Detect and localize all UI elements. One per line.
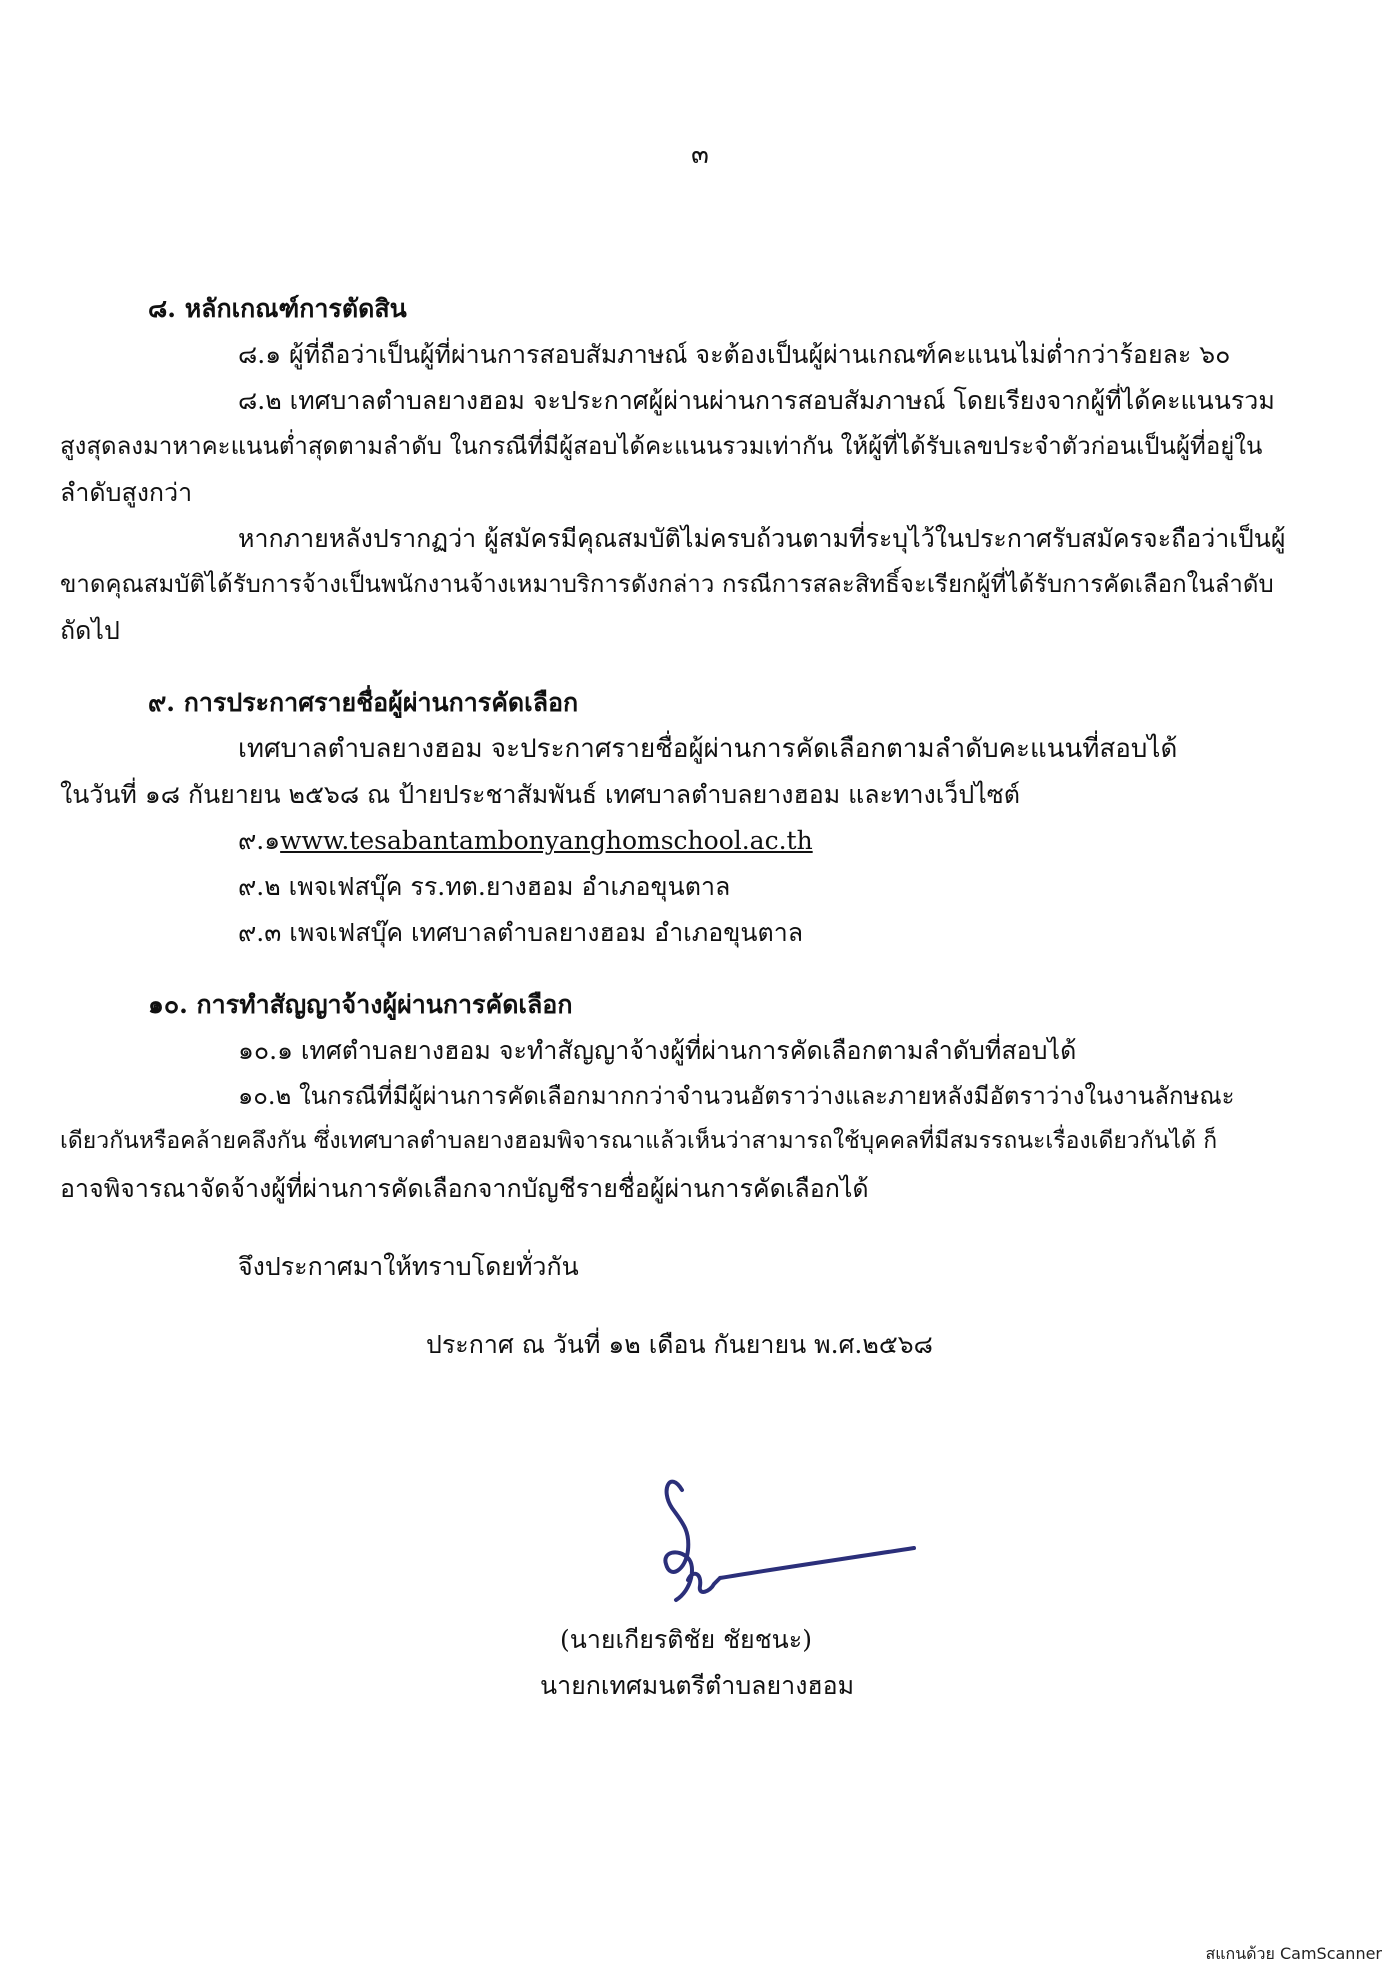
section-8-3-line-2: ขาดคุณสมบัติได้รับการจ้างเป็นพนักงานจ้างเหมาบริการดังกล่าว กรณีการสละสิทธิ์จะเรียกผู้ที่ได้รับการคัดเลือกในลำดับ — [60, 570, 1274, 598]
section-8-2-line-2: สูงสุดลงมาหาคะแนนต่ำสุดตามลำดับ ในกรณีที่มีผู้สอบได้คะแนนรวมเท่ากัน ให้ผู้ที่ได้รับเลขประจำตัวก่อนเป็นผู้ที่อยู่ใน — [60, 432, 1263, 460]
section-10-2-line-1: ๑๐.๒ ในกรณีที่มีผู้ผ่านการคัดเลือกมากกว่าจำนวนอัตราว่างและภายหลังมีอัตราว่างในงานลักษณะ — [238, 1082, 1235, 1110]
section-9-line-1: เทศบาลตำบลยางฮอม จะประกาศรายชื่อผู้ผ่านการคัดเลือกตามลำดับคะแนนที่สอบได้ — [238, 734, 1178, 764]
signature-image — [630, 1460, 930, 1630]
section-10-2-line-2: เดียวกันหรือคล้ายคลึงกัน ซึ่งเทศบาลตำบลยางฮอมพิจารณาแล้วเห็นว่าสามารถใช้บุคคลที่มีสมรรถนะเรื่องเดียวกันได้ ก็ — [60, 1128, 1218, 1154]
section-8-2-line-3: ลำดับสูงกว่า — [60, 478, 193, 507]
section-9-heading: ๙. การประกาศรายชื่อผู้ผ่านการคัดเลือก — [148, 688, 579, 717]
section-8-heading: ๘. หลักเกณฑ์การตัดสิน — [148, 294, 407, 323]
section-10-2-line-3: อาจพิจารณาจัดจ้างผู้ที่ผ่านการคัดเลือกจากบัญชีรายชื่อผู้ผ่านการคัดเลือกได้ — [60, 1174, 869, 1203]
section-9-item-1-number: ๙.๑ — [238, 826, 281, 855]
section-9-item-3: ๙.๓ เพจเฟสบุ๊ค เทศบาลตำบลยางฮอม อำเภอขุนตาล — [238, 918, 804, 947]
section-8-1: ๘.๑ ผู้ที่ถือว่าเป็นผู้ที่ผ่านการสอบสัมภาษณ์ จะต้องเป็นผู้ผ่านเกณฑ์คะแนนไม่ต่ำกว่าร้อยละ ๖๐ — [238, 340, 1231, 369]
page-number: ๓ — [691, 140, 709, 170]
section-8-3-line-1: หากภายหลังปรากฏว่า ผู้สมัครมีคุณสมบัติไม่ครบถ้วนตามที่ระบุไว้ในประกาศรับสมัครจะถือว่าเป็นผู้ — [238, 524, 1286, 553]
section-9-item-1 — [238, 826, 813, 856]
announcement-date: ประกาศ ณ วันที่ ๑๒ เดือน กันยายน พ.ศ.๒๕๖๘ — [426, 1330, 933, 1359]
signer-name: (นายเกียรติชัย ชัยชนะ) — [560, 1625, 812, 1654]
section-9-line-2: ในวันที่ ๑๘ กันยายน ๒๕๖๘ ณ ป้ายประชาสัมพันธ์ เทศบาลตำบลยางฮอม และทางเว็ปไซต์ — [60, 780, 1020, 809]
scanner-watermark: สแกนด้วย CamScanner — [1205, 1944, 1382, 1963]
section-9-item-2: ๙.๒ เพจเฟสบุ๊ค รร.ทต.ยางฮอม อำเภอขุนตาล — [238, 872, 731, 901]
section-8-3-line-3: ถัดไป — [60, 616, 120, 645]
section-10-heading: ๑๐. การทำสัญญาจ้างผู้ผ่านการคัดเลือก — [148, 990, 573, 1019]
section-10-1: ๑๐.๑ เทศตำบลยางฮอม จะทำสัญญาจ้างผู้ที่ผ่านการคัดเลือกตามลำดับที่สอบได้ — [238, 1036, 1077, 1065]
section-8-2-line-1: ๘.๒ เทศบาลตำบลยางฮอม จะประกาศผู้ผ่านผ่านการสอบสัมภาษณ์ โดยเรียงจากผู้ที่ได้คะแนนรวม — [238, 386, 1275, 415]
closing-statement: จึงประกาศมาให้ทราบโดยทั่วกัน — [238, 1252, 579, 1281]
signer-title: นายกเทศมนตรีตำบลยางฮอม — [540, 1671, 855, 1700]
website-link[interactable]: www.tesabantambonyanghomschool.ac.th — [280, 826, 813, 855]
